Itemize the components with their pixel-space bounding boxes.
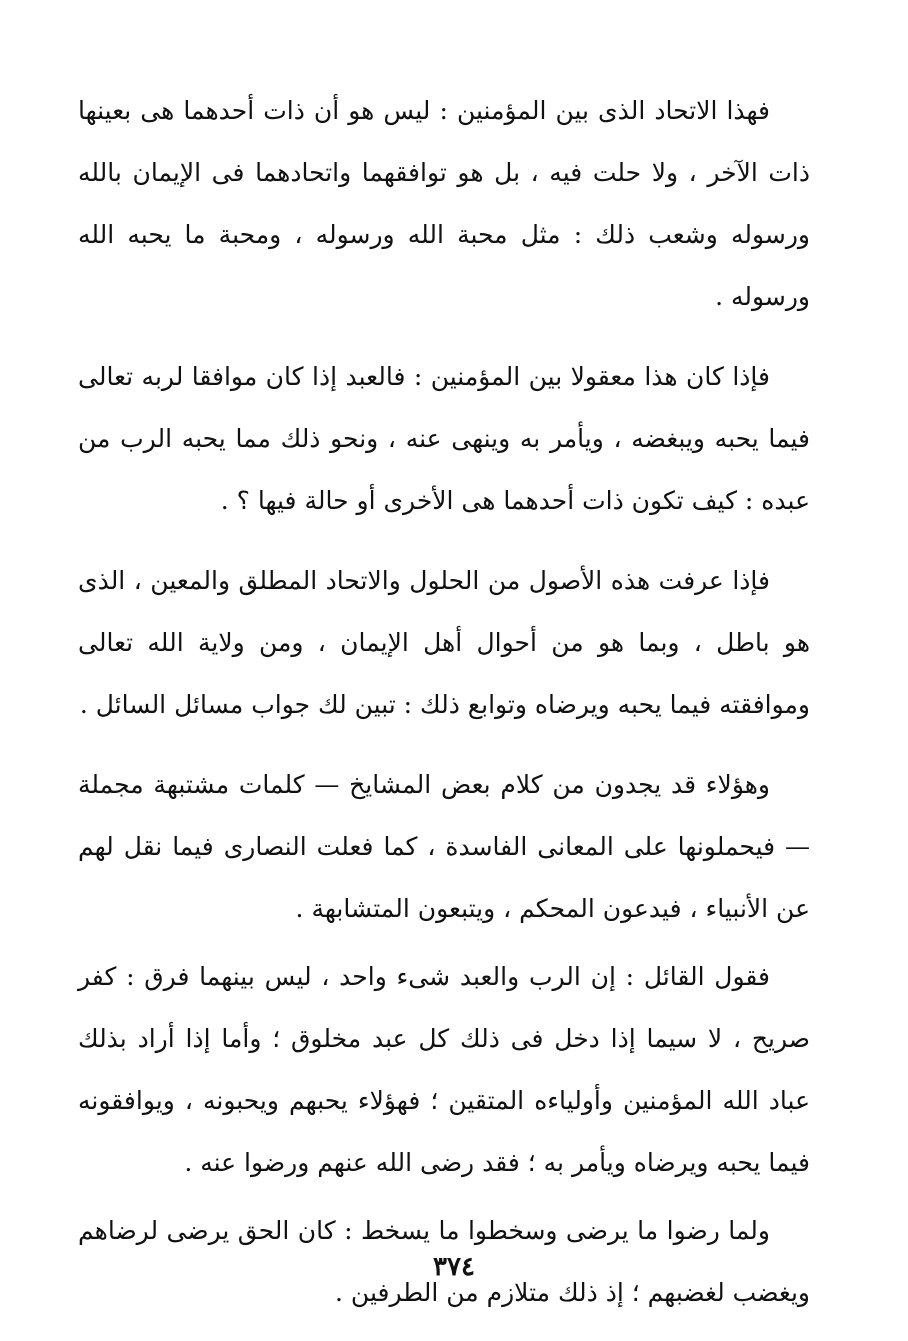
page-body-text [78,80,810,1324]
paragraph-5: فقول القائل : إن الرب والعبد شىء واحد ، ليس بينهما فرق : كفر صريح ، لا سيما إذا دخل فى ذلك كل عبد مخلوق ؛ وأما إذا أراد بذلك عباد الله المؤمنين وأولياءه المتقين ؛ فهؤلاء يحبهم ويحبونه ، ويوافقونه فيما يحبه ويرضاه ويأمر به ؛ فقد رضى الله عنهم ورضوا عنه . [78,962,810,1177]
paragraph-2: فإذا كان هذا معقولا بين المؤمنين : فالعبد إذا كان موافقا لربه تعالى فيما يحبه ويبغضه ، ويأمر به وينهى عنه ، ونحو ذلك مما يحبه الرب من عبده : كيف تكون ذات أحدهما هى الأخرى أو حالة فيها ؟ . [78,362,810,515]
paragraph-4: وهؤلاء قد يجدون من كلام بعض المشايخ — كلمات مشتبهة مجملة — فيحملونها على المعانى الفاسدة ، كما فعلت النصارى فيما نقل لهم عن الأنبياء ، فيدعون المحكم ، ويتبعون المتشابهة . [78,770,810,923]
paragraph-1: فهذا الاتحاد الذى بين المؤمنين : ليس هو أن ذات أحدهما هى بعينها ذات الآخر ، ولا حلت فيه ، بل هو توافقهما واتحادهما فى الإيمان بالله ورسوله وشعب ذلك : مثل محبة الله ورسوله ، ومحبة ما يحبه الله ورسوله . [78,96,810,311]
page-number: ٣٧٤ [433,1252,475,1282]
paragraph-6: ولما رضوا ما يرضى وسخطوا ما يسخط : كان الحق يرضى لرضاهم ويغضب لغضبهم ؛ إذ ذلك متلازم من الطرفين . [78,1216,810,1307]
paragraph-3: فإذا عرفت هذه الأصول من الحلول والاتحاد المطلق والمعين ، الذى هو باطل ، وبما هو من أحوال أهل الإيمان ، ومن ولاية الله تعالى وموافقته فيما يحبه ويرضاه وتوابع ذلك : تبين لك جواب مسائل السائل . [78,566,810,719]
